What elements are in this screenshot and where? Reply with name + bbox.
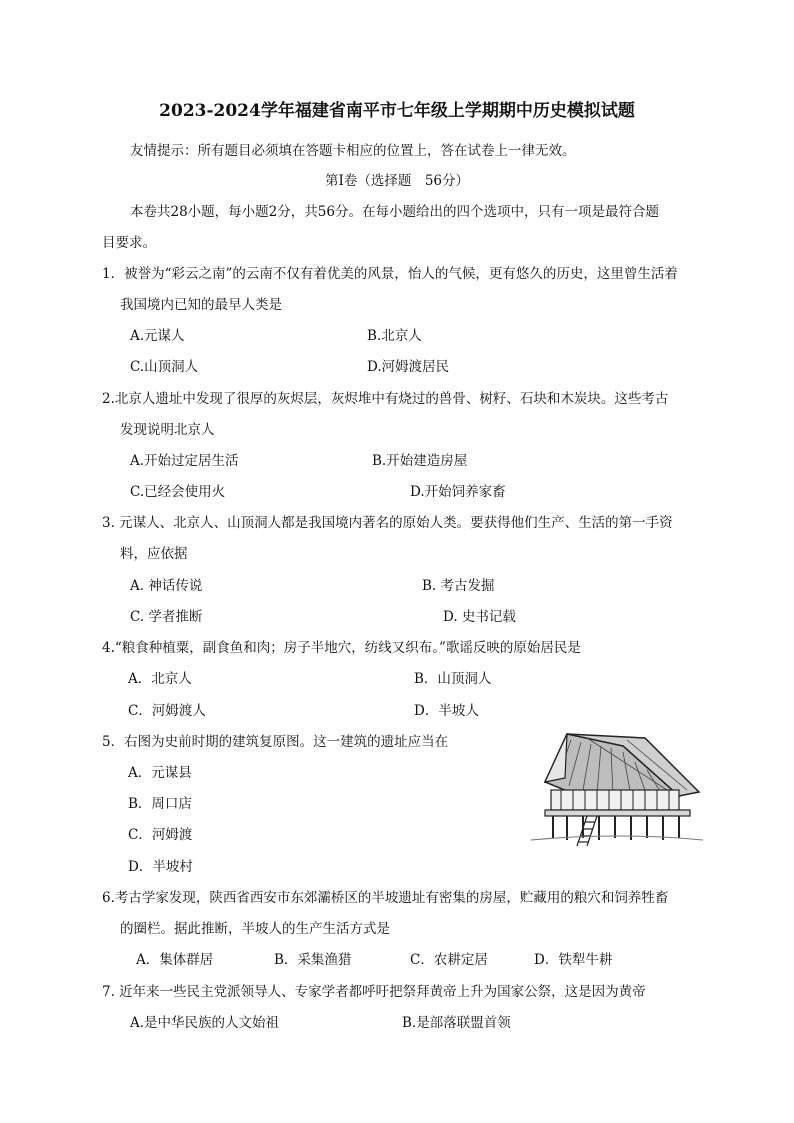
q4-option-b: B．山顶洞人 <box>414 671 492 687</box>
q2-option-a: A.开始过定居生活 <box>130 453 239 469</box>
q2-option-c: C.已经会使用火 <box>130 484 226 500</box>
q1-option-a: A.元谋人 <box>130 328 185 344</box>
instructions-line-1: 本卷共28小题，每小题2分，共56分。在每小题给出的四个选项中，只有一项是最符合题 <box>130 204 659 220</box>
q4-option-a: A．北京人 <box>128 671 192 687</box>
friendly-tip: 友情提示：所有题目必须填在答题卡相应的位置上，答在试卷上一律无效。 <box>130 143 576 159</box>
q4-option-c: C．河姆渡人 <box>128 703 206 719</box>
q7-stem-line-1: 7. 近年来一些民主党派领导人、专家学者都呼吁把祭拜黄帝上升为国家公祭，这是因为黄帝 <box>102 984 646 1000</box>
q1-option-d: D.河姆渡居民 <box>367 359 450 375</box>
q3-option-b: B. 考古发掘 <box>422 578 495 594</box>
q3-option-c: C. 学者推断 <box>130 609 203 625</box>
stilt-house-illustration <box>527 730 707 848</box>
q3-option-d: D. 史书记载 <box>443 609 516 625</box>
q6-stem-line-2: 的圈栏。据此推断，半坡人的生产生活方式是 <box>120 921 390 937</box>
q6-stem-line-1: 6.考古学家发现，陕西省西安市东郊灞桥区的半坡遗址有密集的房屋，贮藏用的粮穴和饲养牲畜 <box>102 890 669 906</box>
section-heading: 第Ⅰ卷（选择题 56分） <box>324 173 469 189</box>
q6-option-c: C．农耕定居 <box>410 952 488 968</box>
q6-option-b: B．采集渔猎 <box>274 952 352 968</box>
q5-option-c: C．河姆渡 <box>128 827 193 843</box>
q7-option-a: A.是中华民族的人文始祖 <box>130 1015 280 1031</box>
q4-option-d: D．半坡人 <box>414 703 479 719</box>
q6-option-a: A．集体群居 <box>136 952 214 968</box>
q1-option-b: B.北京人 <box>367 328 422 344</box>
q4-stem-line-1: 4.“粮食种植粟，副食鱼和肉；房子半地穴，纺线又织布。”歌谣反映的原始居民是 <box>102 640 581 656</box>
page-title: 2023-2024学年福建省南平市七年级上学期期中历史模拟试题 <box>159 101 635 121</box>
q1-stem-line-1: 1．被誉为“彩云之南”的云南不仅有着优美的风景，怡人的气候，更有悠久的历史，这里曾生活着 <box>102 266 678 282</box>
q2-option-d: D.开始饲养家畜 <box>410 484 506 500</box>
q5-stem-line-1: 5．右图为史前时期的建筑复原图。这一建筑的遗址应当在 <box>102 734 449 750</box>
q1-option-c: C.山顶洞人 <box>130 359 199 375</box>
q2-stem-line-1: 2.北京人遗址中发现了很厚的灰烬层，灰烬堆中有烧过的兽骨、树籽、石块和木炭块。这些考古 <box>102 391 669 407</box>
q3-stem-line-1: 3. 元谋人、北京人、山顶洞人都是我国境内著名的原始人类。要获得他们生产、生活的第一手资 <box>102 515 673 531</box>
q7-option-b: B.是部落联盟首领 <box>402 1015 511 1031</box>
q5-option-a: A．元谋县 <box>128 765 192 781</box>
q2-stem-line-2: 发现说明北京人 <box>120 422 215 438</box>
instructions-line-2: 目要求。 <box>102 235 156 251</box>
q5-option-b: B．周口店 <box>128 796 192 812</box>
q1-stem-line-2: 我国境内已知的最早人类是 <box>120 297 282 313</box>
q5-option-d: D．半坡村 <box>128 859 193 875</box>
q2-option-b: B.开始建造房屋 <box>372 453 468 469</box>
q3-stem-line-2: 料，应依据 <box>120 546 188 562</box>
q6-option-d: D．铁犁牛耕 <box>534 952 613 968</box>
q3-option-a: A. 神话传说 <box>130 578 203 594</box>
